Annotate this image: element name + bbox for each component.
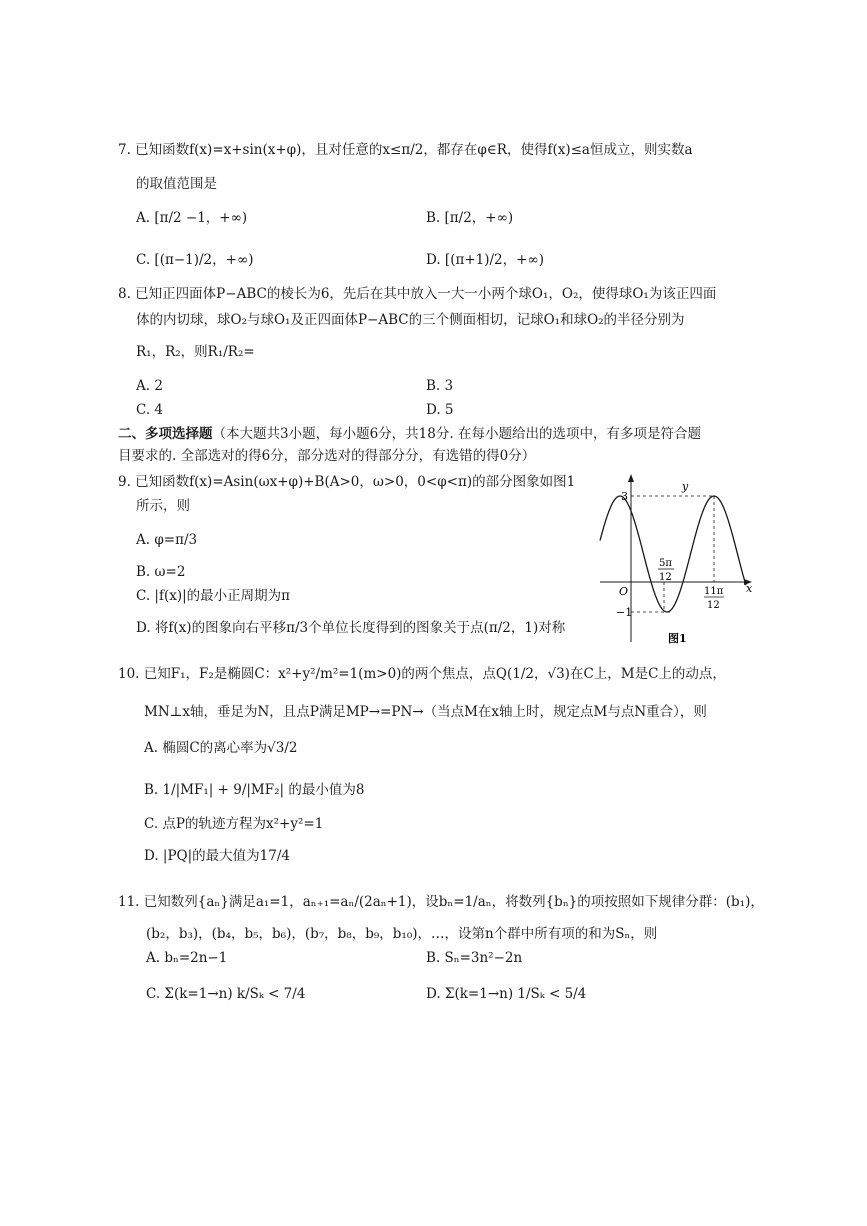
q9-option-a: A. φ=π/3: [136, 532, 198, 548]
q7-option-b: B. [π/2，+∞): [426, 210, 514, 226]
q9-option-b: B. ω=2: [136, 564, 186, 580]
q10-option-a: A. 椭圆C的离心率为√3/2: [144, 740, 298, 756]
q8-option-a: A. 2: [136, 378, 163, 394]
q7-option-d: D. [(π+1)/2，+∞): [426, 252, 544, 268]
x-tick-5pi-den: 12: [659, 572, 672, 583]
origin-label: O: [619, 585, 629, 598]
section2-desc-line2: 目要求的. 全部选对的得6分，部分选对的得部分分，有选错的得0分）: [118, 448, 536, 464]
q11-option-c: C. Σ(k=1→n) k/Sₖ < 7/4: [146, 986, 306, 1002]
q7-option-a: A. [π/2 −1，+∞): [136, 210, 248, 226]
y-tick-3: 3: [621, 490, 628, 503]
section2-heading: 二、多项选择题: [118, 426, 213, 442]
q7-stem-line2: 的取值范围是: [136, 176, 217, 192]
q9-option-d: D. 将f(x)的图象向右平移π/3个单位长度得到的图象关于点(π/2，1)对称: [136, 620, 566, 636]
q9-stem-line1: 9. 已知函数f(x)=Asin(ωx+φ)+B(A>0，ω>0，0<φ<π)的部分图象如图1: [118, 474, 576, 490]
x-tick-11pi-den: 12: [707, 600, 720, 611]
q8-option-b: B. 3: [426, 378, 454, 394]
figure-caption: 图1: [668, 632, 687, 645]
q8-stem-line2: 体的内切球，球O₂与球O₁及正四面体P−ABC的三个侧面相切，记球O₁和球O₂的半径分别为: [136, 312, 685, 328]
q10-option-c: C. 点P的轨迹方程为x²+y²=1: [144, 816, 324, 832]
y-tick-minus1: −1: [616, 606, 633, 619]
x-tick-5pi-num: 5π: [659, 558, 672, 569]
q10-option-d: D. |PQ|的最大值为17/4: [144, 848, 290, 864]
q10-stem-line1: 10. 已知F₁，F₂是椭圆C：x²+y²/m²=1(m>0)的两个焦点，点Q(1/2，√3)在C上，M是C上的动点，: [118, 666, 726, 682]
q10-stem-line2: MN⊥x轴，垂足为N，且点P满足MP→=PN→（当点M在x轴上时，规定点M与点N重合），则: [144, 704, 707, 720]
q7-stem-line1: 7. 已知函数f(x)=x+sin(x+φ)，且对任意的x≤π/2，都存在φ∈R，使得f(x)≤a恒成立，则实数a: [118, 142, 693, 158]
q11-option-b: B. Sₙ=3n²−2n: [426, 950, 523, 966]
q8-stem-line3: R₁，R₂，则R₁/R₂=: [136, 344, 255, 360]
q8-option-d: D. 5: [426, 402, 454, 418]
section2-desc-line1: （本大题共3小题，每小题6分，共18分. 在每小题给出的选项中，有多项是符合题: [212, 426, 701, 442]
q8-option-c: C. 4: [136, 402, 164, 418]
y-axis-arrow-icon: [628, 474, 634, 482]
q11-stem-line1: 11. 已知数列{aₙ}满足a₁=1，aₙ₊₁=aₙ/(2aₙ+1)，设bₙ=1/aₙ，将数列{bₙ}的项按照如下规律分群：(b₁)，: [118, 894, 764, 910]
q11-option-d: D. Σ(k=1→n) 1/Sₖ < 5/4: [426, 986, 587, 1002]
x-axis-label: x: [746, 582, 753, 595]
q9-stem-line2: 所示，则: [136, 498, 190, 514]
figure-1-graph: [596, 470, 756, 650]
q11-option-a: A. bₙ=2n−1: [146, 950, 228, 966]
q8-stem-line1: 8. 已知正四面体P−ABC的棱长为6，先后在其中放入一大一小两个球O₁，O₂，使得球O₁为该正四面: [118, 286, 717, 302]
x-tick-11pi-num: 11π: [704, 586, 724, 597]
q9-option-c: C. |f(x)|的最小正周期为π: [136, 588, 291, 604]
section2-title: [118, 424, 701, 444]
y-axis-label: y: [682, 480, 689, 493]
q7-option-c: C. [(π−1)/2，+∞): [136, 252, 254, 268]
q11-stem-line2: (b₂，b₃)，(b₄，b₅，b₆)，(b₇，b₈，b₉，b₁₀)，…，设第n个群中所有项的和为Sₙ，则: [146, 926, 658, 942]
q10-option-b: B. 1/|MF₁| + 9/|MF₂| 的最小值为8: [144, 782, 365, 798]
